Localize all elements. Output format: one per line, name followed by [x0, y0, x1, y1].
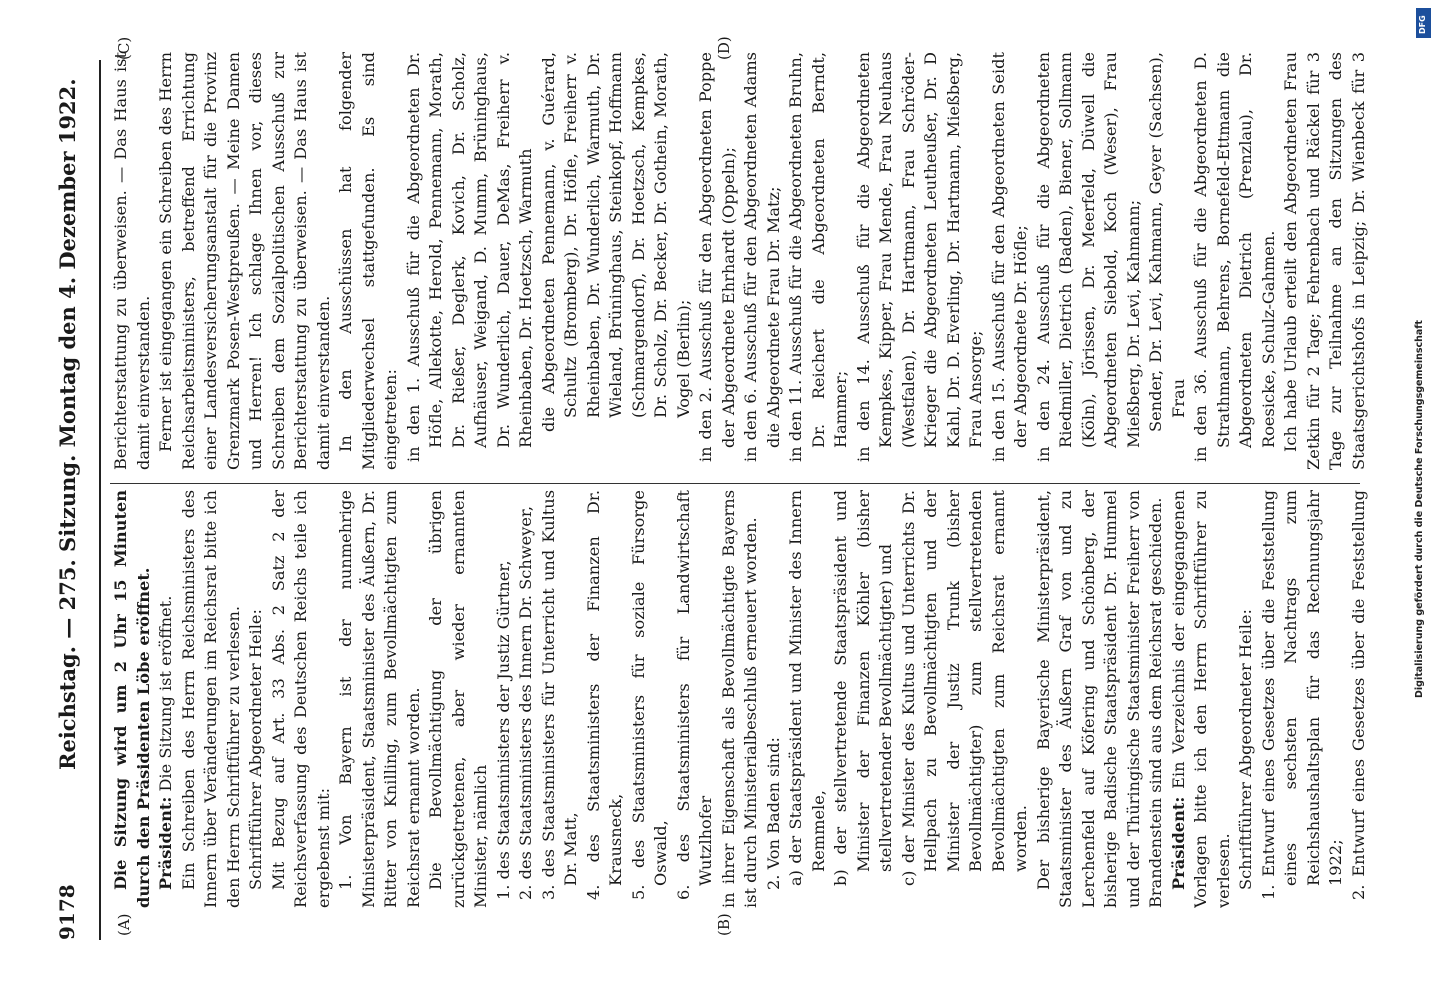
list-item: 2. des Staatsministers des Innern Dr. Schweyer, [516, 505, 535, 900]
paragraph: Die Bevollmächtigung der übrigen zurückgetretenen, aber wieder ernannten Minister, nämlich [426, 490, 490, 908]
page-number: 9178 [55, 884, 79, 940]
paragraph: Der bisherige Bayerische Ministerpräsident, Staatsminister des Äußern Graf von und zu Lerchenfeld auf Köfering und Schönberg, der bisherige Badische Staatspräsident Dr. Hummel und der Thüringische Staatsminister Freiherr von Brandenstein sind aus dem Reichsrat geschieden. [1033, 490, 1165, 908]
right-column [110, 52, 1370, 470]
list-item: 2. Entwurf eines Gesetzes über die Feststellung [1348, 490, 1368, 900]
speaker-label: Präsident: [156, 796, 175, 890]
list-item: in den 1. Ausschuß für die Abgeordneten Dr. Höfle, Allekotte, Herold, Pennemann, Morath, Dr. Rießer, Deglerk, Kovich, Dr. Scholz, Aufhäuser, Weigand, D. Mumm, Brüninghaus, Dr. Wunderlich, Dauer, DeMas, Freiherr v. Rheinbaben, Dr. Hoetzsch, Warmuth [403, 52, 535, 462]
digitization-note [1414, 8, 1430, 708]
dfg-logo-text: DFG [1418, 15, 1427, 34]
paragraph: Ein Schreiben des Herrn Reichsministers des Innern über Veränderungen im Reichsrat bitte ich den Herrn Schriftführer zu verlesen. [178, 490, 243, 908]
list-item: b) der stellvertretende Staatspräsident und Minister der Finanzen Köhler (bisher stellvertretender Bevollmächtigter) und [831, 490, 895, 886]
left-column [110, 490, 1370, 908]
paragraph: Ich habe Urlaub erteilt den Abgeordneten Frau Zetkin für 2 Tage; Fehrenbach und Räckel für 3 Tage zur Teilnahme an den Sitzungen des Staatsgerichtshofs in Leipzig; Dr. Wienbeck für 3 [1281, 52, 1368, 470]
list-item: a) der Staatspräsident und Minister des Innern Remmele, [786, 490, 828, 886]
list-item: in den 15. Ausschuß für den Abgeordneten Seidt der Abgeordnete Dr. Höfle; [988, 52, 1030, 462]
speech-text: Ein Verzeichnis der eingegangenen Vorlagen bitte ich den Herrn Schriftführer zu verlesen. [1168, 490, 1233, 908]
paragraph: 2. Von Baden sind: [763, 737, 783, 890]
paragraph: Berichterstattung zu überweisen. — Das Haus ist damit einverstanden. [111, 52, 153, 470]
newspaper-page [15, 20, 1395, 980]
paragraph: 1. Von Bayern ist der nunmehrige Ministerpräsident, Staatsminister des Äußern, Dr. Ritter von Knilling, zum Bevollmächtigten zum Reichsrat ernannt worden. [336, 490, 423, 908]
speech-text: Die Sitzung ist eröffnet. [156, 595, 175, 797]
page-header [47, 60, 87, 940]
president-paragraph [1168, 490, 1236, 908]
paragraph: in ihrer Eigenschaft als Bevollmächtigte Bayerns ist durch Ministerialbeschluß erneuert worden. [718, 490, 760, 908]
paragraph: Ferner ist eingegangen ein Schreiben des Herrn Reichsarbeitsministers, betreffend Errichtung einer Landesversicherungsanstalt für die Provinz Grenzmark Posen-Westpreußen. — Meine Damen und Herren! Ich schlage Ihnen vor, dieses Schreiben dem Sozialpolitischen Ausschuß zur Berichterstattung zu überweisen. — Das Haus ist damit einverstanden. [156, 52, 333, 470]
list-item: in den 36. Ausschuß für die Abgeordneten D. Strathmann, Behrens, Bornefeld-Ettmann die Abgeordneten Dietrich (Prenzlau), Dr. Roesicke, Schulz-Gahmen. [1191, 52, 1278, 462]
margin-letter-b: (B) [715, 913, 733, 936]
paragraph: Mit Bezug auf Art. 33 Abs. 2 Satz 2 der Reichsverfassung des Deutschen Reichs teile ich ergebenst mit: [268, 490, 333, 908]
paragraph: In den Ausschüssen hat folgender Mitgliederwechsel stattgefunden. Es sind eingetreten: [336, 52, 400, 470]
list-item: die Abgeordneten Pennemann, v. Guérard, Schultz (Bromberg), Dr. Höfle, Freiherr v. Rheinbaben, Dr. Wunderlich, Warmuth, Dr. Wieland, Brüninghaus, Steinkopf, Hoffmann (Schmargendorf), Dr. Hoetzsch, Kempkes, Dr. Scholz, Dr. Becker, Dr. Gothein, Morath, Vogel (Berlin); [538, 52, 693, 432]
list-item: Sender, Dr. Levi, Kahmann, Geyer (Sachsen), Frau [1146, 52, 1188, 432]
list-item: 5. des Staatsministers für soziale Fürsorge Oswald, [628, 490, 670, 900]
column-divider [110, 483, 1360, 484]
list-item: 4. des Staatsministers der Finanzen Dr. Krausneck, [583, 490, 625, 900]
margin-letter-a: (A) [115, 913, 133, 936]
digitization-note-text: Digitalisierung gefördert durch die Deutsche Forschungsgemeinschaft [1414, 320, 1425, 698]
list-item: in den 11. Ausschuß für die Abgeordneten Bruhn, Dr. Reichert die Abgeordneten Berndt, Hammer; [786, 52, 850, 462]
list-item: 1. Entwurf eines Gesetzes über die Feststellung eines sechsten Nachtrags zum Reichshaushaltsplan für das Rechnungsjahr 1922; [1258, 490, 1345, 900]
list-item: 1. des Staatsministers der Justiz Gürtner, [493, 560, 513, 900]
list-item: in den 6. Ausschuß für den Abgeordneten Adams die Abgeordnete Frau Dr. Matz; [741, 52, 783, 462]
running-title: Reichstag. — 275. Sitzung. Montag den 4. Dezember 1922. [55, 78, 80, 770]
speaker-line: Schriftführer Abgeordneter Heile: [246, 609, 265, 890]
opening-paragraph: Die Sitzung wird um 2 Uhr 15 Minuten durch den Präsidenten Löbe eröffnet. [111, 490, 153, 908]
margin-letter-c: (C) [115, 36, 133, 60]
list-item: 6. des Staatsministers für Landwirtschaft Wutzlhofer [673, 490, 715, 900]
speaker-line: Schriftführer Abgeordneter Heile: [1236, 609, 1255, 890]
margin-letter-d: (D) [715, 36, 733, 60]
speaker-label: Präsident: [1168, 796, 1188, 890]
list-item: 3. des Staatsministers für Unterricht und Kultus Dr. Matt, [538, 490, 580, 900]
header-rule [99, 60, 101, 940]
list-item: in den 14. Ausschuß für die Abgeordneten Kempkes, Kipper, Frau Mende, Frau Neuhaus (Westfalen), Dr. Hartmann, Frau Schröder-Krieger die Abgeordneten Leutheußer, Dr. D Kahl, Dr. D. Everling, Dr. Hartmann, Mießberg, Frau Ansorge; [853, 52, 985, 462]
dfg-logo [1416, 8, 1431, 38]
list-item: c) der Minister des Kultus und Unterrichts Dr. Hellpach zu Bevollmächtigten und der Minister der Justiz Trunk (bisher Bevollmächtigter) zum stellvertretenden Bevollmächtigten zum Reichsrat ernannt worden. [898, 490, 1030, 886]
list-item: in den 24. Ausschuß für die Abgeordneten Riedmiller, Dietrich (Baden), Biener, Sollmann (Köln), Jörissen, Dr. Meerfeld, Düwell die Abgeordneten Siebold, Koch (Weser), Frau Mießberg, Dr. Levi, Kahmann; [1033, 52, 1143, 462]
list-item: in den 2. Ausschuß für den Abgeordneten Poppe der Abgeordnete Ehrhardt (Oppeln); [696, 52, 738, 462]
president-paragraph [155, 490, 178, 908]
